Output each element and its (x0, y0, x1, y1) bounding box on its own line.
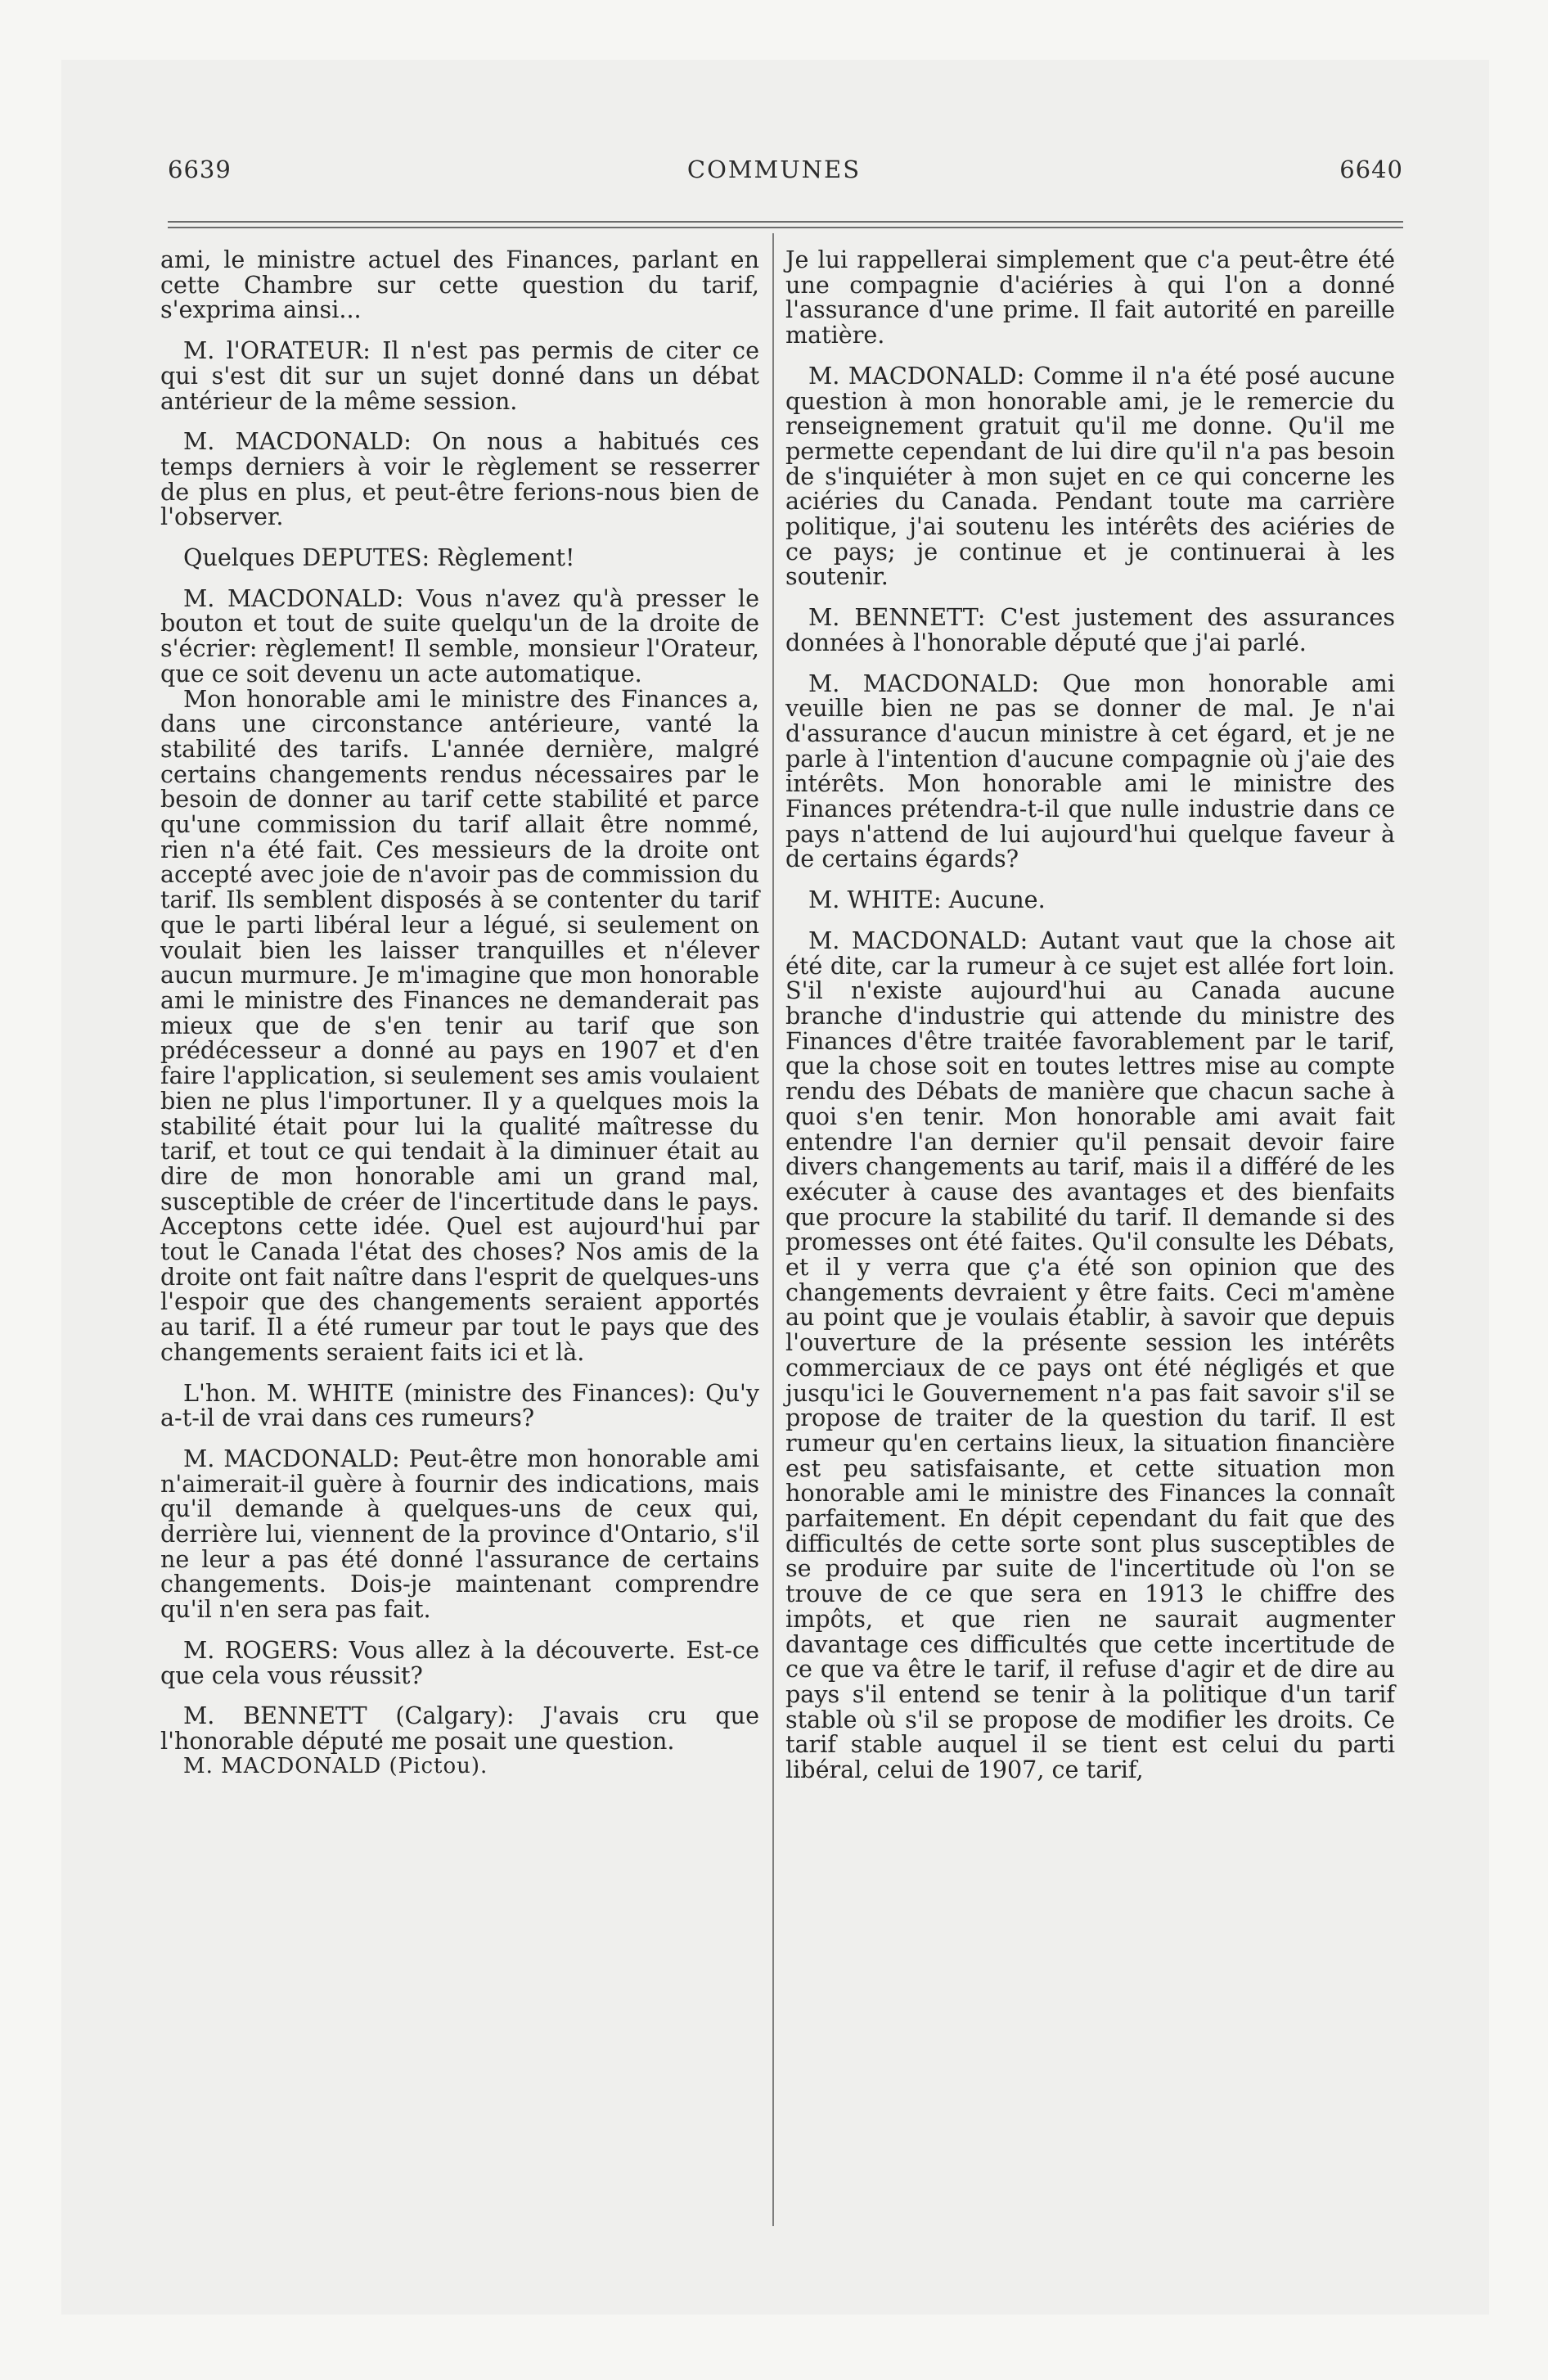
paragraph: M. MACDONALD: Vous n'avez qu'à presser le bouton et tout de suite quelqu'un de la droite de s'écrier: règlement! Il semble, monsieur l'Orateur, que ce soit devenu un acte automatique. (160, 584, 759, 687)
paragraph: M. BENNETT: C'est justement des assurances données à l'honorable député que j'ai parlé. (785, 603, 1395, 656)
column-divider (772, 233, 774, 2226)
paragraph: Quelques DEPUTES: Règlement! (183, 543, 575, 572)
paragraph: M. MACDONALD: Que mon honorable ami veuille bien ne pas se donner de mal. Je n'ai d'assurance d'aucun ministre à cet égard, et je ne parle à l'intention d'aucune compagnie où j'aie des intérêts. Mon honorable ami le ministre des Finances prétendra-t-il que nulle industrie dans ce pays n'attend de lui aujourd'hui quelque faveur à de certains égards? (785, 669, 1395, 873)
running-footer: M. MACDONALD (Pictou). (183, 1753, 488, 1778)
paragraph: Je lui rappellerai simplement que c'a peut-être été une compagnie d'aciéries à qui l'on a donné l'assurance d'une prime. Il fait autorité en pareille matière. (785, 246, 1395, 349)
left-column (160, 247, 759, 1794)
right-column (785, 247, 1395, 1798)
header-rule-top (168, 221, 1403, 223)
paragraph: ami, le ministre actuel des Finances, parlant en cette Chambre sur cette question du tarif, s'exprima ainsi... (160, 246, 759, 324)
paragraph: L'hon. M. WHITE (ministre des Finances): Qu'y a-t-il de vrai dans ces rumeurs? (160, 1378, 759, 1432)
paragraph: M. WHITE: Aucune. (808, 886, 1046, 914)
paragraph: M. MACDONALD: Comme il n'a été posé aucune question à mon honorable ami, je le remercie du renseignement gratuit qu'il me donne. Qu'il me permette cependant de lui dire qu'il n'a pas besoin de s'inquiéter à mon sujet en ce qui concerne les aciéries du Canada. Pendant toute ma carrière politique, j'ai soutenu les intérêts des aciéries de ce pays; je continue et je continuerai à les soutenir. (785, 361, 1395, 591)
paragraph: M. MACDONALD: Autant vaut que la chose ait été dite, car la rumeur à ce sujet est allée fort loin. S'il n'existe aujourd'hui au Canada aucune branche d'industrie qui attende du ministre des Finances d'être traitée favorablement par le tarif, que la chose soit en toutes lettres mise au compte rendu des Débats de manière que chacun sache à quoi s'en tenir. Mon honorable ami avait fait entendre l'an dernier qu'il pensait devoir faire divers changements au tarif, mais il a différé de les exécuter à cause des avantages et des bienfaits que procure la stabilité du tarif. Il demande si des promesses ont été faites. Qu'il consulte les Débats, et il y verra que ç'a été son opinion que des changements devraient y être faits. Ceci m'amène au point que je voulais établir, à savoir que depuis l'ouverture de la présente session les intérêts commerciaux de ce pays ont été négligés et que jusqu'ici le Gouvernement n'a pas fait savoir s'il se propose de traiter de la question du tarif. Il est rumeur qu'en certains lieux, la situation financière est peu satisfaisante, et cette situation mon honorable ami le ministre des Finances la connaît parfaitement. En dépit cependant du fait que des difficultés de cette sorte sont plus susceptibles de se produire par suite de l'incertitude où l'on se trouve de ce que sera en 1913 le chiffre des impôts, et que rien ne saurait augmenter davantage ces difficultés que cette incertitude de ce que va être le tarif, il refuse d'agir et de dire au pays s'il entend se tenir à la politique d'un tarif stable où s'il se propose de modifier les droits. Ce tarif stable auquel il se tient est celui du parti libéral, celui de 1907, ce tarif, (785, 926, 1395, 1784)
header-rule-bottom (168, 227, 1403, 228)
paragraph: M. BENNETT (Calgary): J'avais cru que l'honorable député me posait une question. (160, 1702, 759, 1755)
paragraph: M. ROGERS: Vous allez à la découverte. Est-ce que cela vous réussit? (160, 1635, 759, 1689)
paragraph: M. MACDONALD: Peut-être mon honorable ami n'aimerait-il guère à fournir des indications, mais qu'il demande à quelques-uns de ceux qui, derrière lui, viennent de la province d'Ontario, s'il ne leur a pas été donné l'assurance de certains changements. Dois-je maintenant comprendre qu'il n'en sera pas fait. (160, 1444, 759, 1624)
page-title: COMMUNES (686, 156, 862, 183)
paragraph: Mon honorable ami le ministre des Finances a, dans une circonstance antérieure, vanté la stabilité des tarifs. L'année dernière, malgré certains changements rendus nécessaires par le besoin de donner au tarif cette stabilité et parce qu'une commission du tarif allait être nommé, rien n'a été fait. Ces messieurs de la droite ont accepté avec joie de n'avoir pas de commission du tarif. Ils semblent disposés à se contenter du tarif que le parti libéral leur a légué, si seulement on voulait bien les laisser tranquilles et n'élever aucun murmure. Je m'imagine que mon honorable ami le ministre des Finances ne demanderait pas mieux que de s'en tenir au tarif que son prédécesseur a donné au pays en 1907 et d'en faire l'application, si seulement ses amis voulaient bien ne plus l'importuner. Il y a quelques mois la stabilité était pour lui la qualité maîtresse du tarif, et tout ce qui tendait à la diminuer était au dire de mon honorable ami un grand mal, susceptible de créer de l'incertitude dans le pays. Acceptons cette idée. Quel est aujourd'hui par tout le Canada l'état des choses? Nos amis de la droite ont fait naître dans l'esprit de quelques-uns l'espoir que des changements seraient apportés au tarif. Il a été rumeur par tout le pays que des changements seraient faits ici et là. (160, 684, 759, 1366)
page-number-right: 6640 (1339, 156, 1403, 183)
paragraph: M. l'ORATEUR: Il n'est pas permis de citer ce qui s'est dit sur un sujet donné dans un débat antérieur de la même session. (160, 336, 759, 415)
page-number-left: 6639 (168, 156, 232, 183)
paragraph: M. MACDONALD: On nous a habitués ces temps derniers à voir le règlement se resserrer de plus en plus, et peut-être ferions-nous bien de l'observer. (160, 427, 759, 531)
